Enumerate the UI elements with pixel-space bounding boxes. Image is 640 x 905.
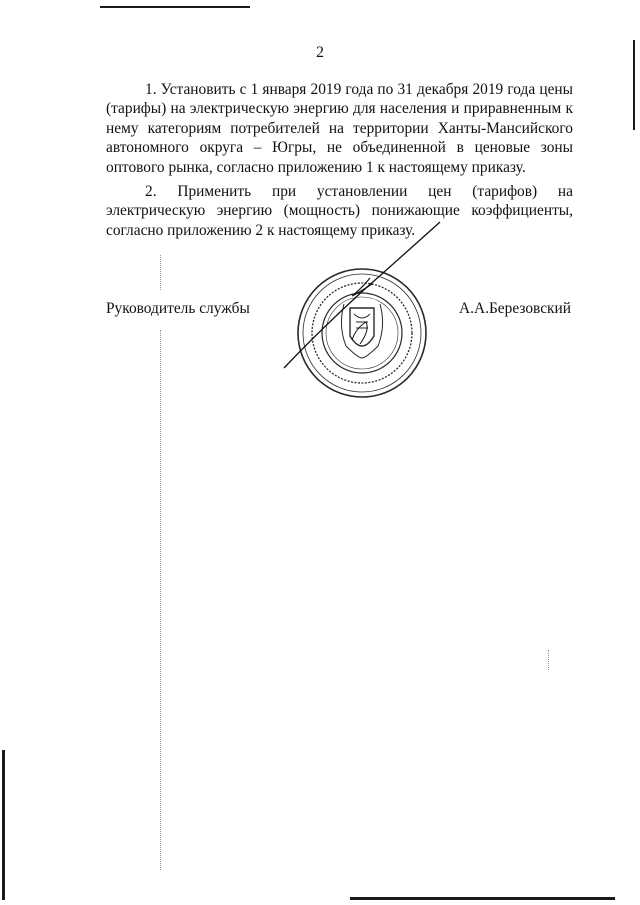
scan-edge-bottom [350,897,615,900]
seal-emblem [341,304,382,358]
fold-mark [548,650,549,670]
paragraph-2: 2. Применить при установлении цен (тарифов) на электрическую энергию (мощность) понижающие коэффициенты, согласно приложению 2 к настоящему приказу. [106,183,573,239]
official-seal-stamp [280,218,450,398]
seal-rings [298,269,426,397]
scan-edge-top [100,6,250,8]
seal-lettering-ring [312,283,412,383]
signatory-title: Руководитель службы [106,300,250,317]
fold-mark [160,255,161,290]
scan-edge-left [2,750,5,900]
signatory-name: А.А.Березовский [459,300,571,317]
page-number: 2 [316,44,324,61]
fold-mark [160,330,161,870]
paragraph-1: 1. Установить с 1 января 2019 года по 31 декабря 2019 года цены (тарифы) на электрическую энергию для населения и приравненным к нему категориям потребителей на территории Ханты-Мансийского автономного округа – Югры, не объединенной в ценовые зоны оптового рынка, согласно приложению 1 к настоящему приказу. [106,81,573,176]
